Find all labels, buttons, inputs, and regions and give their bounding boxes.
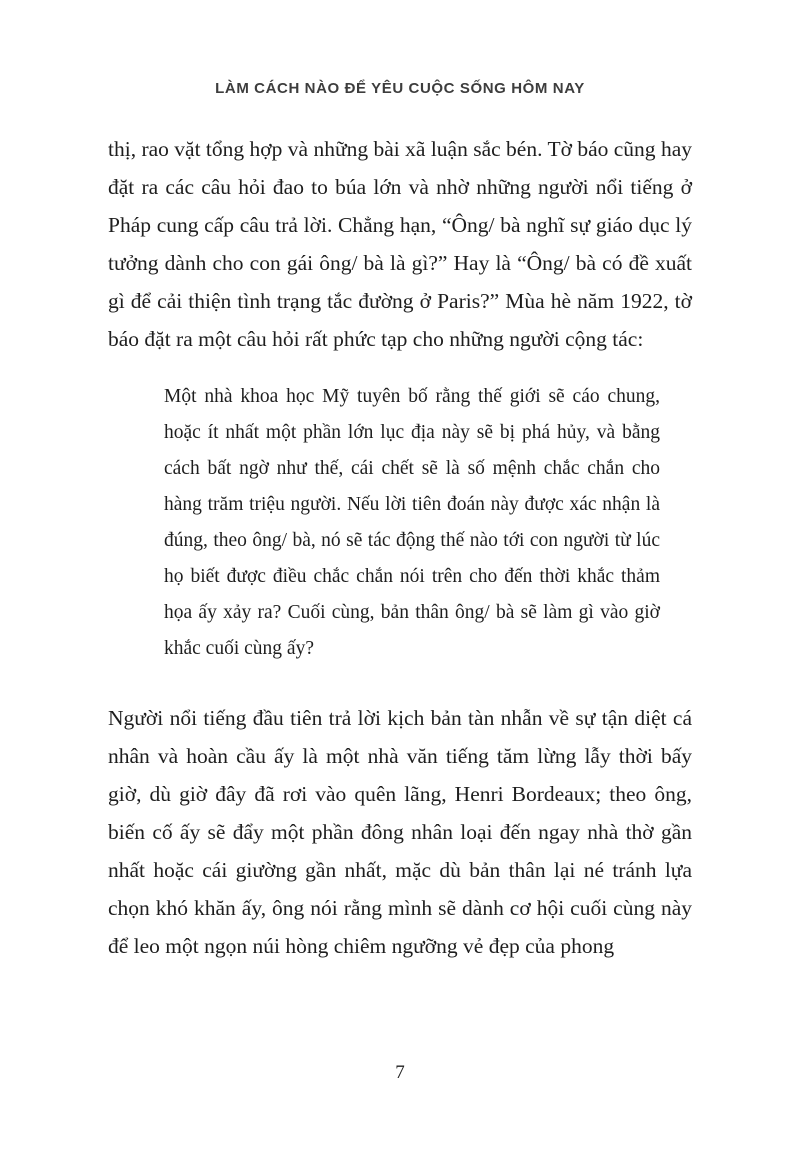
- paragraph-response: Người nổi tiếng đầu tiên trả lời kịch bản tàn nhẫn về sự tận diệt cá nhân và hoàn cầu ấy là một nhà văn tiếng tăm lừng lẫy thời bấy giờ, dù giờ đây đã rơi vào quên lãng, Henri Bordeaux; theo ông, biến cố ấy sẽ đẩy một phần đông nhân loại đến ngay nhà thờ gần nhất hoặc cái giường gần nhất, mặc dù bản thân lại né tránh lựa chọn khó khăn ấy, ông nói rằng mình sẽ dành cơ hội cuối cùng này để leo một ngọn núi hòng chiêm ngưỡng vẻ đẹp của phong: [108, 706, 692, 958]
- paragraph-intro: thị, rao vặt tổng hợp và những bài xã luận sắc bén. Tờ báo cũng hay đặt ra các câu hỏi đao to búa lớn và nhờ những người nổi tiếng ở Pháp cung cấp câu trả lời. Chẳng hạn, “Ông/ bà nghĩ sự giáo dục lý tưởng dành cho con gái ông/ bà là gì?” Hay là “Ông/ bà có đề xuất gì để cải thiện tình trạng tắc đường ở Paris?” Mùa hè năm 1922, tờ báo đặt ra một câu hỏi rất phức tạp cho những người cộng tác:: [108, 137, 692, 351]
- page-number: 7: [395, 1062, 405, 1083]
- block-quote: Một nhà khoa học Mỹ tuyên bố rằng thế giới sẽ cáo chung, hoặc ít nhất một phần lớn lục địa này sẽ bị phá hủy, và bằng cách bất ngờ như thế, cái chết sẽ là số mệnh chắc chắn cho hàng trăm triệu người. Nếu lời tiên đoán này được xác nhận là đúng, theo ông/ bà, nó sẽ tác động thế nào tới con người từ lúc họ biết được điều chắc chắn nói trên cho đến thời khắc thảm họa ấy xảy ra? Cuối cùng, bản thân ông/ bà sẽ làm gì vào giờ khắc cuối cùng ấy?: [164, 386, 660, 659]
- running-header: LÀM CÁCH NÀO ĐỂ YÊU CUỘC SỐNG HÔM NAY: [215, 80, 585, 97]
- page-text-block: [108, 130, 692, 965]
